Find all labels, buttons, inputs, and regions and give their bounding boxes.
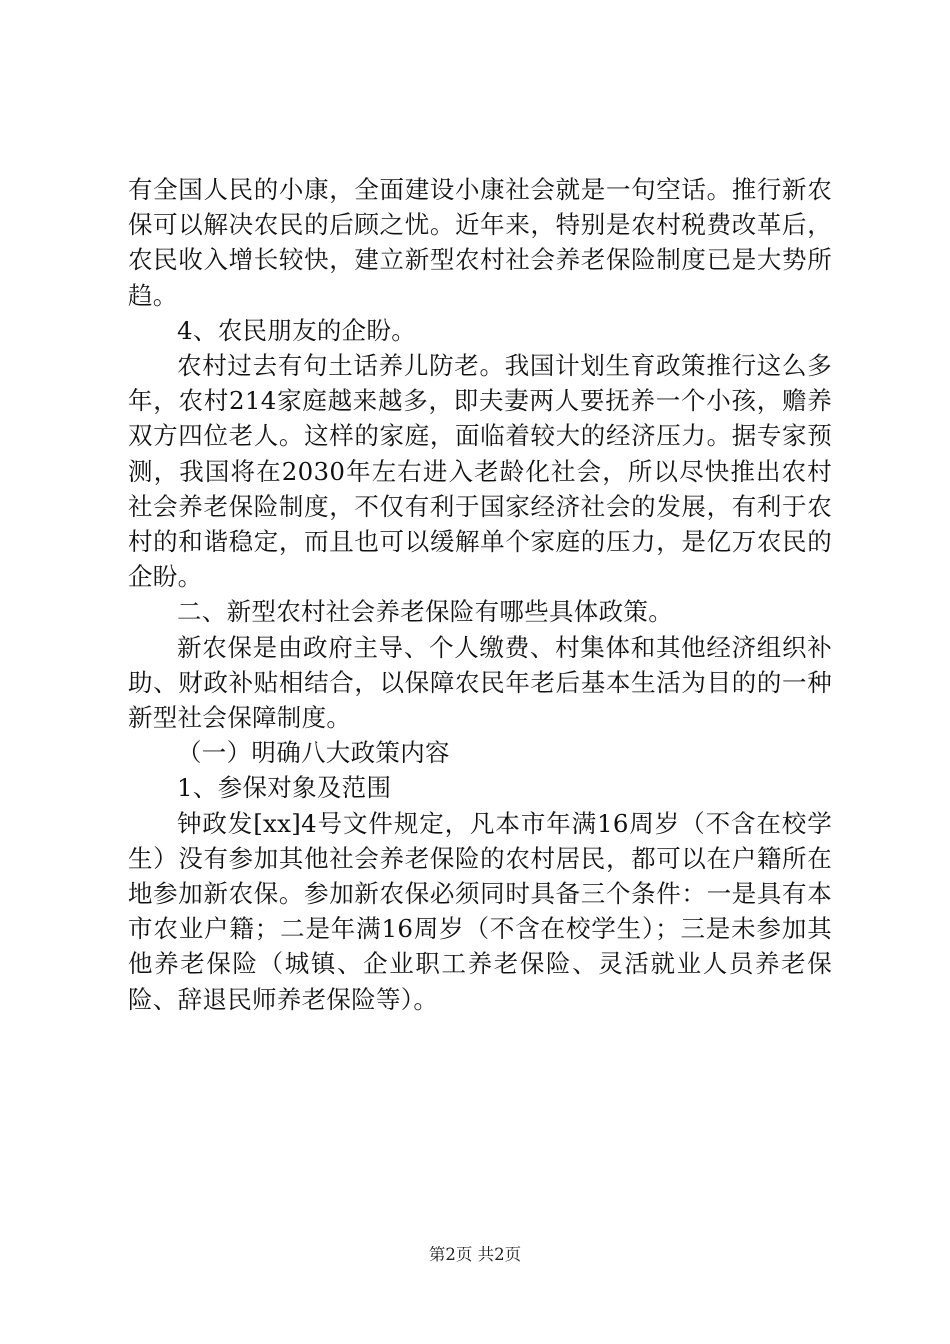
heading-farmer-expectation: 4、农民朋友的企盼。 — [177, 315, 417, 345]
heading-eight-policies: （一）明确八大政策内容 — [177, 738, 450, 768]
paragraph-policy-definition: 新农保是由政府主导、个人缴费、村集体和其他经济组织补助、财政补贴相结合，以保障农民年老后基本生活为目的的一种新型社会保障制度。 — [128, 632, 832, 733]
page-number-footer: 第2页 共2页 — [428, 1245, 522, 1264]
document-body — [128, 172, 832, 1017]
heading-insured-scope: 1、参保对象及范围 — [177, 773, 392, 803]
paragraph-farmer-expectation: 农村过去有句土话养儿防老。我国计划生育政策推行这么多年，农村214家庭越来越多，即夫妻两人要抚养一个小孩，赡养双方四位老人。这样的家庭，面临着较大的经济压力。据专家预测，我国将在2030年左右进入老龄化社会，所以尽快推出农村社会养老保险制度，不仅有利于国家经济社会的发展，有利于农村的和谐稳定，而且也可以缓解单个家庭的压力，是亿万农民的企盼。 — [128, 351, 832, 592]
heading-specific-policies: 二、新型农村社会养老保险有哪些具体政策。 — [177, 597, 673, 627]
paragraph-continuation: 有全国人民的小康，全面建设小康社会就是一句空话。推行新农保可以解决农民的后顾之忧。近年来，特别是农村税费改革后，农民收入增长较快，建立新型农村社会养老保险制度已是大势所趋。 — [128, 175, 832, 310]
paragraph-insured-scope: 钟政发[xx]4号文件规定，凡本市年满16周岁（不含在校学生）没有参加其他社会养老保险的农村居民，都可以在户籍所在地参加新农保。参加新农保必须同时具备三个条件：一是具有本市农业户籍；二是年满16周岁（不含在校学生）；三是未参加其他养老保险（城镇、企业职工养老保险、灵活就业人员养老保险、辞退民师养老保险等）。 — [128, 808, 832, 1014]
